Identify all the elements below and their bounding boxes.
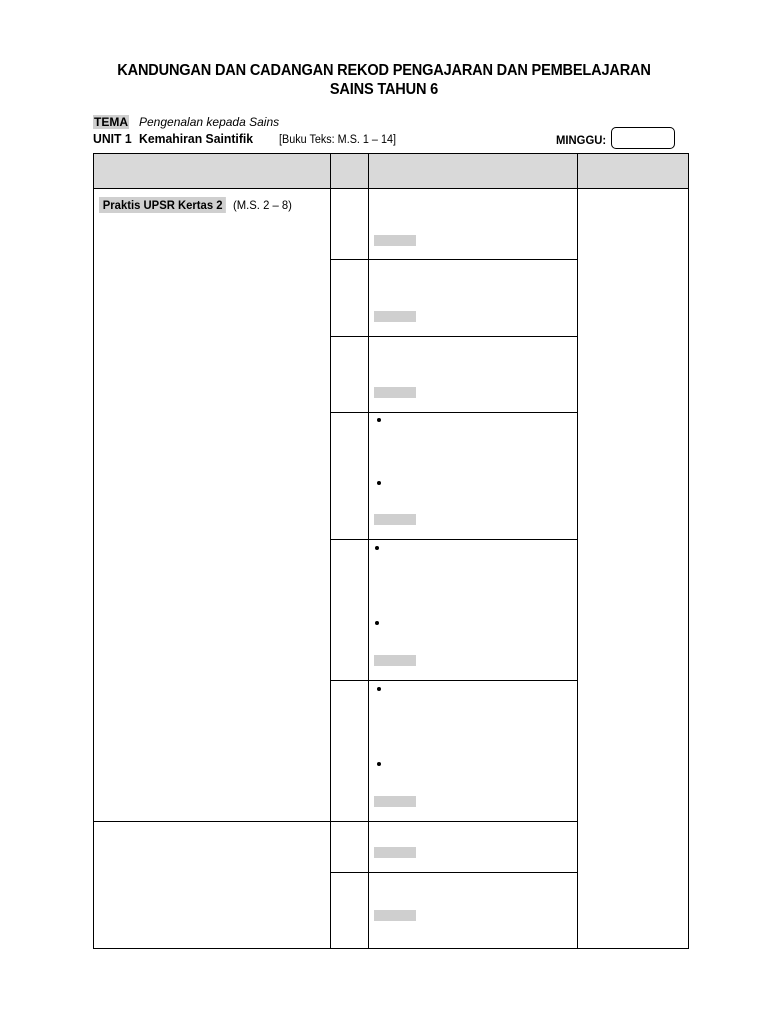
- praktis-upsr-label: Praktis UPSR Kertas 2: [99, 197, 226, 213]
- placeholder-bar: [374, 847, 416, 858]
- placeholder-bar: [374, 311, 416, 322]
- placeholder-bar: [374, 514, 416, 525]
- unit-label: UNIT 1: [93, 131, 132, 146]
- unit-title: Kemahiran Saintifik: [139, 131, 254, 146]
- placeholder-bar: [374, 796, 416, 807]
- table-header-row: [94, 154, 688, 188]
- placeholder-bar: [374, 387, 416, 398]
- tema-label: TEMA: [94, 115, 128, 129]
- bullet-point: [377, 687, 381, 691]
- praktis-upsr-pages: (M.S. 2 – 8): [233, 198, 292, 212]
- bullet-point: [377, 481, 381, 485]
- placeholder-bar: [374, 655, 416, 666]
- bullet-point: [375, 546, 379, 550]
- minggu-field[interactable]: [611, 127, 675, 149]
- placeholder-bar: [374, 910, 416, 921]
- bullet-point: [377, 418, 381, 422]
- tema-value: Pengenalan kepada Sains: [139, 115, 280, 129]
- unit-reference: [Buku Teks: M.S. 1 – 14]: [279, 134, 396, 146]
- page-title-line-2: SAINS TAHUN 6: [329, 81, 439, 98]
- minggu-label: MINGGU:: [556, 133, 607, 147]
- bullet-point: [375, 621, 379, 625]
- page-title-line-1: KANDUNGAN DAN CADANGAN REKOD PENGAJARAN DAN PEMBELAJARAN: [117, 62, 651, 79]
- bullet-point: [377, 762, 381, 766]
- placeholder-bar: [374, 235, 416, 246]
